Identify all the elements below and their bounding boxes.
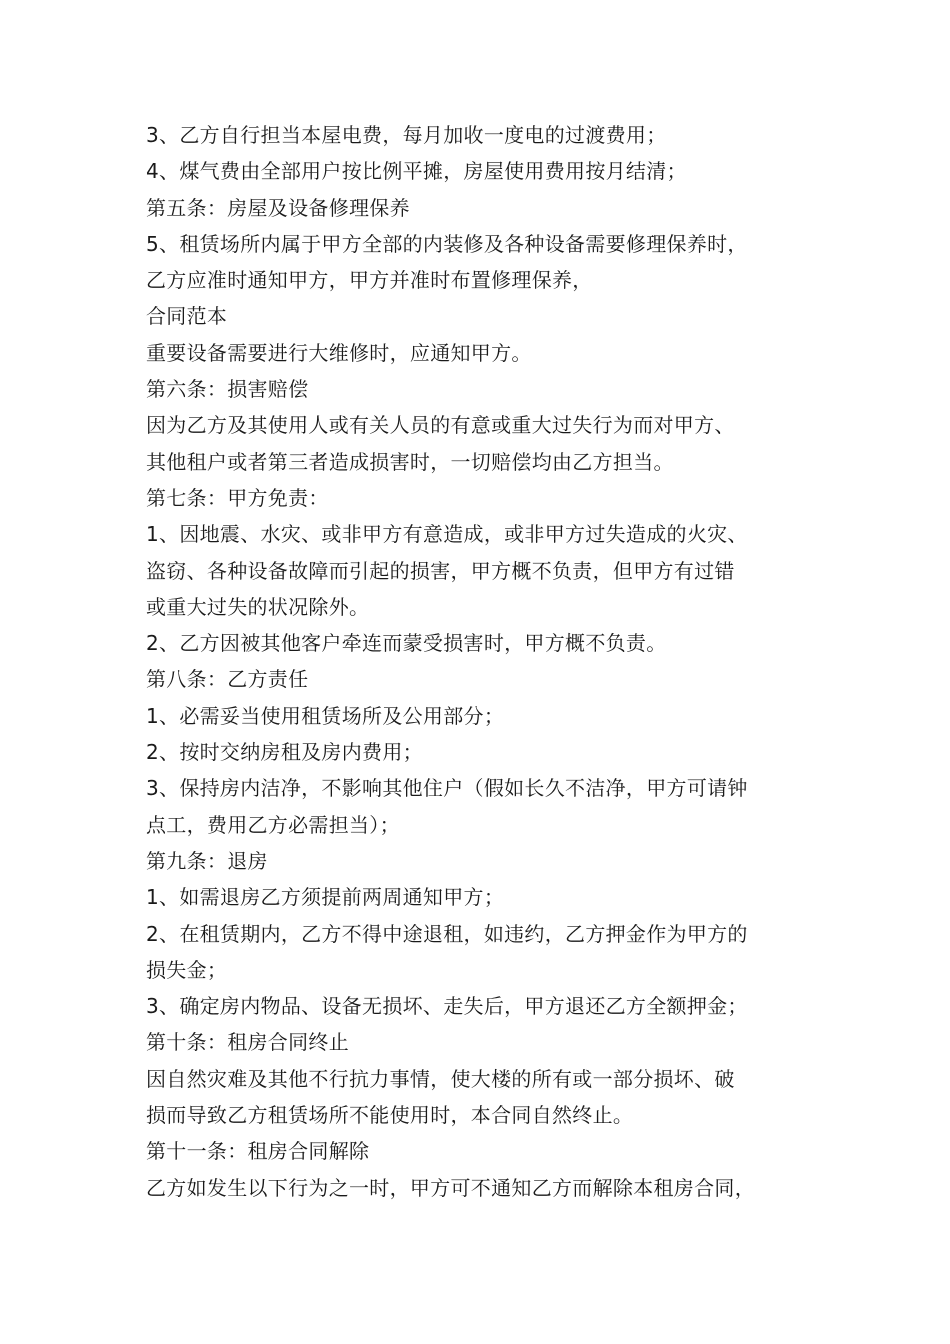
text-line: 乙方应准时通知甲方，甲方并准时布置修理保养， [146, 268, 593, 293]
text-line: 损而导致乙方租赁场所不能使用时，本合同自然终止。 [146, 1103, 634, 1128]
text-line: 损失金； [146, 957, 228, 982]
text-line: 1、必需妥当使用租赁场所及公用部分； [146, 703, 505, 728]
text-line: 2、乙方因被其他客户牵连而蒙受损害时，甲方概不负责。 [146, 631, 667, 656]
text-line: 4、煤气费由全部用户按比例平摊，房屋使用费用按月结清； [146, 159, 687, 184]
text-line: 3、确定房内物品、设备无损坏、走失后，甲方退还乙方全额押金； [146, 994, 748, 1019]
text-line: 因为乙方及其使用人或有关人员的有意或重大过失行为而对甲方、 [146, 413, 735, 438]
document-body [146, 117, 846, 1206]
text-line: 点工，费用乙方必需担当）； [146, 812, 400, 837]
text-line: 5、租赁场所内属于甲方全部的内装修及各种设备需要修理保养时， [146, 231, 748, 256]
text-line: 3、乙方自行担当本屋电费，每月加收一度电的过渡费用； [146, 123, 667, 147]
section-heading: 第十一条：租房合同解除 [146, 1139, 370, 1164]
text-line: 1、因地震、水灾、或非甲方有意造成，或非甲方过失造成的火灾、 [146, 522, 748, 547]
section-heading: 第十条：租房合同终止 [146, 1030, 349, 1055]
section-heading: 第六条：损害赔偿 [146, 377, 309, 402]
section-heading: 第七条：甲方免责： [146, 485, 329, 510]
text-line: 其他租户或者第三者造成损害时，一切赔偿均由乙方担当。 [146, 449, 674, 474]
text-line: 因自然灾难及其他不行抗力事情，使大楼的所有或一部分损坏、破 [146, 1066, 735, 1091]
text-line: 3、保持房内洁净，不影响其他住户（假如长久不洁净，甲方可请钟 [146, 776, 748, 801]
text-line: 重要设备需要进行大维修时，应通知甲方。 [146, 340, 532, 365]
text-line: 1、如需退房乙方须提前两周通知甲方； [146, 885, 505, 910]
section-heading: 第八条：乙方责任 [146, 667, 309, 692]
section-heading: 第五条：房屋及设备修理保养 [146, 195, 410, 220]
section-heading: 第九条：退房 [146, 848, 268, 873]
text-line: 乙方如发生以下行为之一时，甲方可不通知乙方而解除本租房合同， [146, 1175, 755, 1200]
text-line: 2、按时交纳房租及房内费用； [146, 740, 423, 765]
text-line: 合同范本 [146, 304, 228, 329]
text-line: 2、在租赁期内，乙方不得中途退租，如违约，乙方押金作为甲方的 [146, 921, 748, 946]
text-line: 或重大过失的状况除外。 [146, 594, 370, 619]
text-line: 盗窃、各种设备故障而引起的损害，甲方概不负责，但甲方有过错 [146, 558, 735, 583]
